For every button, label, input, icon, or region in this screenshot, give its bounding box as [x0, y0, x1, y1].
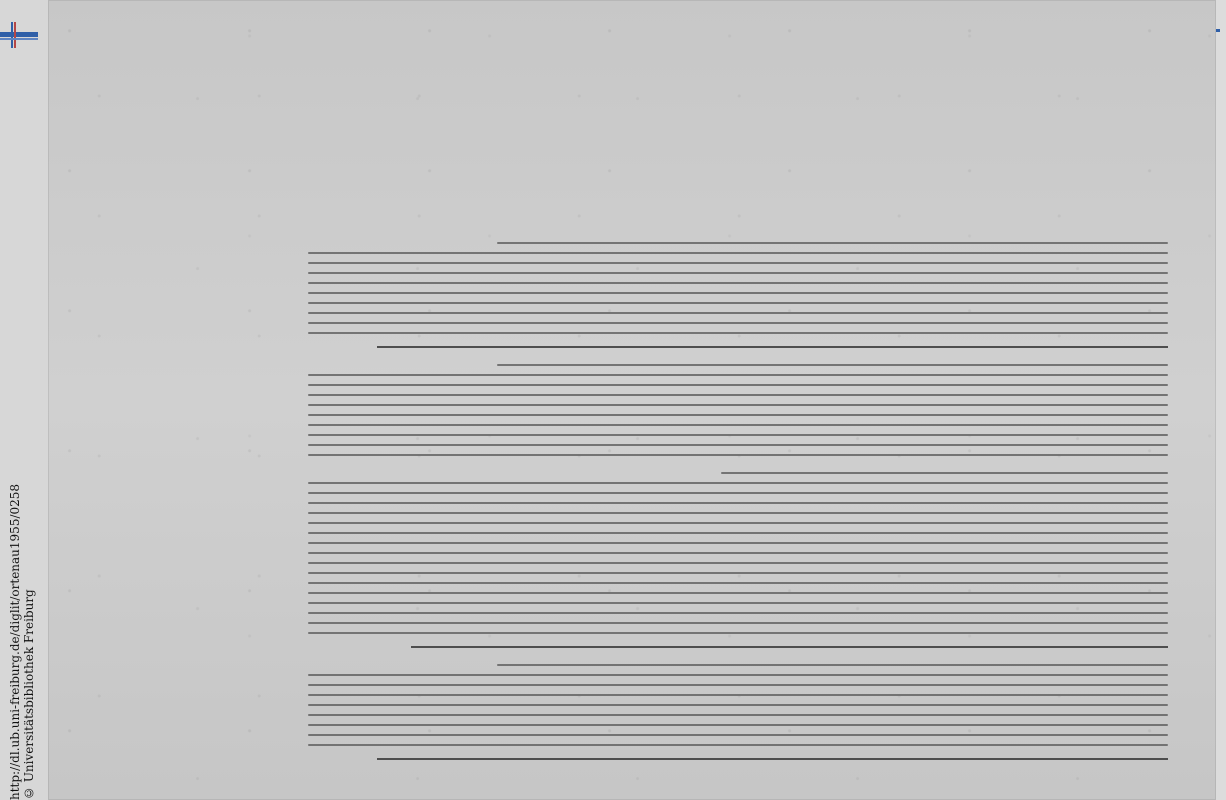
paragraph-heading-line	[377, 758, 1168, 760]
page-marker-icon	[0, 22, 38, 48]
paragraph-block	[308, 364, 1168, 456]
source-metadata	[8, 410, 36, 800]
copyright-notice: © Universitätsbibliothek Freiburg	[22, 589, 36, 800]
paragraph-heading-line	[411, 646, 1168, 648]
paragraph-block	[308, 472, 1168, 648]
source-url: http://dl.ub.uni-freiburg.de/diglit/ortenau1955/0258	[8, 483, 22, 800]
paragraph-block	[308, 242, 1168, 348]
left-margin-strip	[0, 0, 48, 800]
paragraph-block	[308, 664, 1168, 760]
rotated-page-content	[308, 80, 1168, 760]
scanned-paper-page	[48, 0, 1216, 800]
paragraph-heading-line	[377, 346, 1168, 348]
